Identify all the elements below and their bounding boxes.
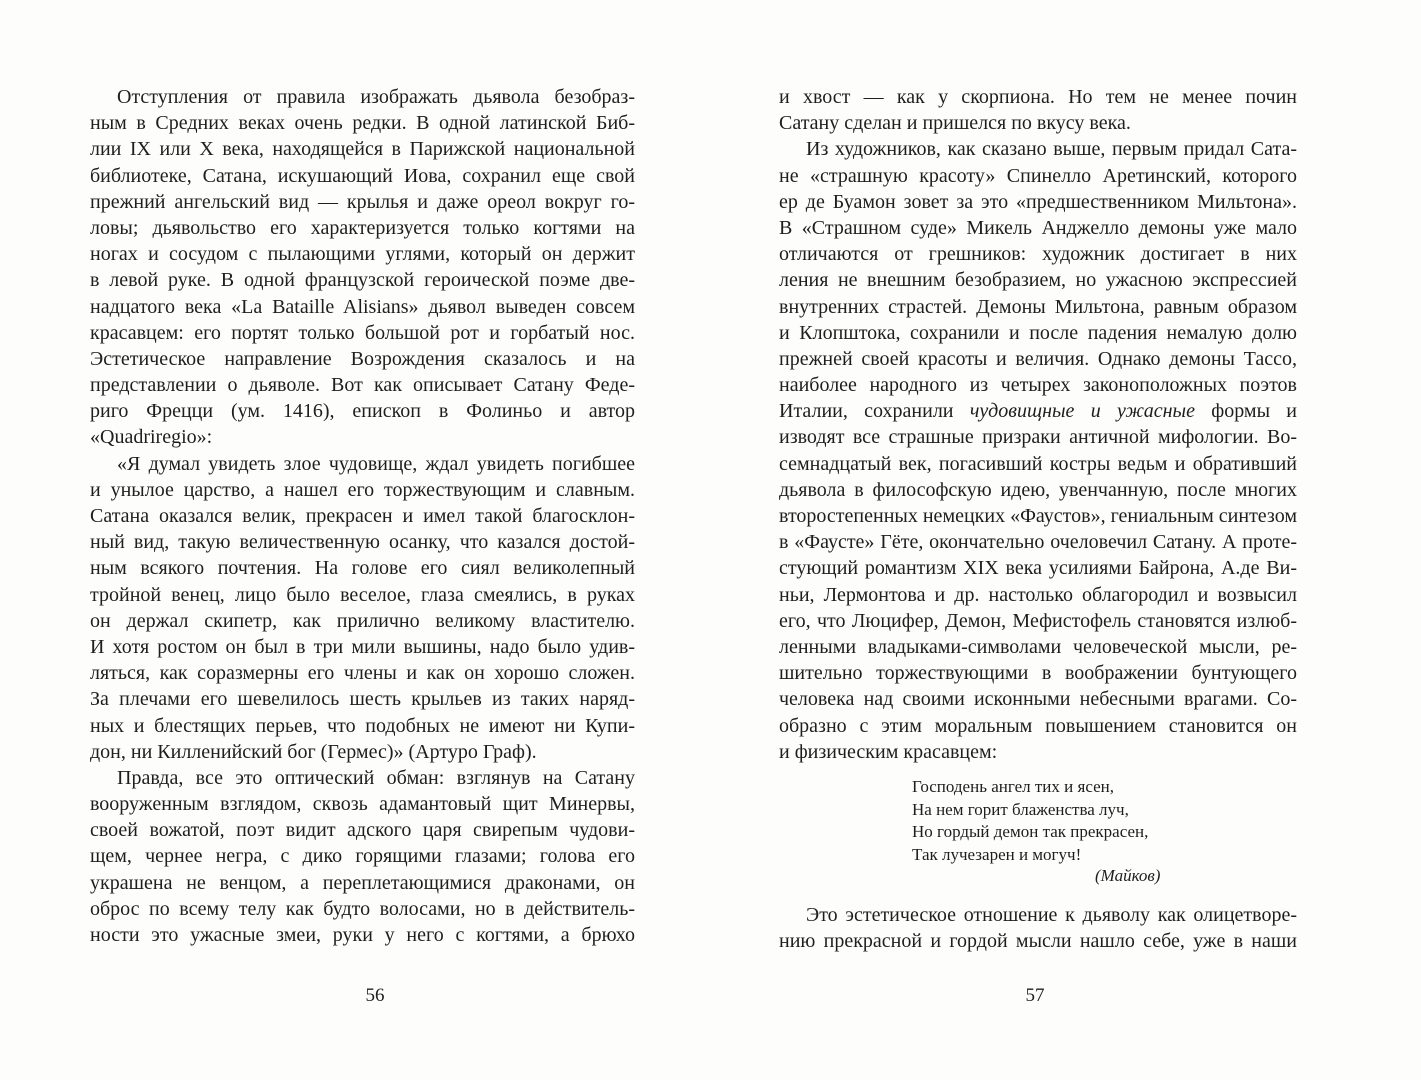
text-line: представлении о дьяволе. Вот как описывает Сатану Феде- [90, 374, 635, 397]
text-line: ньи, Лермонтова и др. настолько облагородил и возвысил [779, 583, 1297, 606]
text-line: шительно торжествующими в воображении бунтующего [779, 662, 1297, 685]
text-line: лии IX или X века, находящейся в Парижской национальной [90, 138, 635, 161]
text-line: «Quadriregio»: [90, 426, 213, 449]
left-page-text [90, 84, 635, 948]
text-line: ловы; дьявольство его характеризуется только когтями на [90, 216, 635, 239]
text-line: Правда, все это оптический обман: взглянув на Сатану [117, 766, 635, 789]
text-line: ногах и сосудом с пылающими углями, который он держит [90, 243, 635, 266]
text-line: тройной венец, лицо было веселое, глаза смеялись, в руках [90, 583, 635, 606]
text-line: в «Фаусте» Гёте, окончательно очеловечил Сатану. А проте- [779, 531, 1297, 554]
text-line: ляться, как соразмерны его члены и как он хорошо сложен. [90, 662, 635, 685]
text-line: библиотеке, Сатана, искушающий Иова, сохранил еще свой [90, 164, 635, 187]
text-line: изводят все страшные призраки античной мифологии. Во- [779, 426, 1297, 449]
text-line: Сатана оказался велик, прекрасен и имел такой благосклон- [90, 505, 635, 527]
right-page [710, 0, 1421, 1080]
poem-attribution: (Майков) [1095, 866, 1161, 885]
text-line: ным в Средних веках очень редки. В одной латинской Биб- [90, 112, 635, 135]
poem [912, 776, 1148, 866]
text-line: отличаются от грешников: художник достигает в них [779, 243, 1297, 266]
text-line: ным всякого почтения. На голове его сиял великолепный [90, 557, 635, 580]
text-line: внутренних страстей. Демоны Мильтона, равным образом [779, 295, 1297, 318]
text-line [779, 398, 1297, 424]
text-segment: Италии, сохранили [779, 400, 970, 423]
text-line: оброс по всему телу как будто волосами, но в действитель- [90, 897, 635, 920]
text-line: Это эстетическое отношение к дьяволу как олицетворе- [806, 904, 1297, 926]
text-line: второстепенных немецких «Фаустов», гениальным синтезом [779, 505, 1297, 527]
poem-line: Но гордый демон так прекрасен, [912, 822, 1149, 842]
text-line: Сатану сделан и пришелся по вкусу века. [779, 112, 1131, 135]
text-line: ленными владыками-символами человеческой мысли, ре- [779, 635, 1297, 658]
text-line: прежней своей красоты и величия. Однако демоны Тассо, [779, 347, 1297, 370]
text-line: его, что Люцифер, Демон, Мефистофель становятся излюб- [779, 609, 1297, 632]
text-line: Эстетическое направление Возрождения сказалось и на [90, 347, 635, 370]
text-line: дон, ни Килленийский бог (Гермес)» (Артуро Граф). [90, 740, 537, 763]
text-line: риго Фрецци (ум. 1416), епископ в Фолиньо и автор [90, 400, 635, 423]
text-line: прежний ангельский вид — крылья и даже ореол вокруг го- [90, 190, 635, 213]
text-line: семнадцатый век, погасивший костры ведьм и обративший [779, 452, 1297, 475]
text-line: и физическим красавцем: [779, 740, 998, 763]
text-line: и Клопштока, сохранили и после падения немалую долю [779, 321, 1297, 344]
right-page-text [779, 84, 1297, 765]
closing-paragraph [779, 902, 1297, 954]
text-line: и унылое царство, а нашел его торжествующим и славным. [90, 478, 635, 501]
text-line: вооруженным взглядом, сквозь адамантовый щит Минервы, [90, 793, 635, 816]
text-line: стующий романтизм XIX века усилиями Байрона, А.де Ви- [779, 557, 1297, 580]
text-line: Из художников, как сказано выше, первым придал Сата- [806, 138, 1297, 161]
text-line: ности это ужасные змеи, руки у него с когтями, а брюхо [90, 924, 635, 946]
page-number: 57 [1025, 985, 1045, 1006]
text-line: щем, чернее негра, с дико горящими глазами; голова его [90, 845, 635, 868]
text-line: дьявола в философскую идею, увенчанную, после многих [779, 478, 1297, 501]
text-line: надцатого века «La Bataille Alisians» дьявол выведен совсем [90, 295, 635, 318]
text-line: красавцем: его портят только большой рот и горбатый нос. [90, 321, 635, 344]
text-line: украшена не венцом, а переплетающимися драконами, он [90, 871, 635, 894]
text-line: наиболее народного из четырех законоположных поэтов [779, 374, 1297, 397]
text-line: человека над своими исконными небесными врагами. Со- [779, 688, 1297, 711]
text-line: Отступления от правила изображать дьявола безобраз- [117, 86, 635, 108]
text-segment: формы и [1211, 400, 1297, 423]
text-line: своей вожатой, поэт видит адского царя свирепым чудови- [90, 819, 635, 842]
text-line: ный вид, такую величественную осанку, что казался достой- [90, 531, 635, 554]
text-line: не «страшную красоту» Спинелло Аретинский, которого [779, 164, 1297, 187]
poem-line: На нем горит блаженства луч, [912, 799, 1129, 819]
text-line: И хотя ростом он был в три мили вышины, надо было удив- [90, 635, 635, 658]
text-line: в левой руке. В одной французской героической поэме две- [90, 269, 635, 292]
emphasis-text: чудовищные и ужасные [969, 400, 1195, 423]
poem-line: Так лучезарен и могуч! [912, 844, 1082, 864]
text-line: ных и блестящих перьев, что подобных не имеют ни Купи- [90, 714, 635, 737]
poem-line: Господень ангел тих и ясен, [912, 777, 1114, 796]
text-line: «Я думал увидеть злое чудовище, ждал увидеть погибшее [117, 452, 635, 475]
text-line: нию прекрасной и гордой мысли нашло себе, уже в наши [779, 930, 1297, 953]
text-line: За плечами его шевелилось шесть крыльев из таких наряд- [90, 688, 635, 711]
left-page [0, 0, 710, 1080]
text-line: В «Страшном суде» Микель Анджелло демоны уже мало [779, 216, 1297, 239]
text-line: и хвост — как у скорпиона. Но тем не менее почин [779, 86, 1297, 108]
text-line: ления не внешним безобразием, но ужасною экспрессией [779, 269, 1297, 292]
text-line: ер де Буамон зовет за это «предшественником Мильтона». [779, 190, 1297, 213]
page-number: 56 [365, 985, 385, 1006]
text-line: он держал скипетр, как прилично великому властителю. [90, 609, 635, 632]
text-line: образно с этим моральным повышением становится он [779, 714, 1297, 737]
